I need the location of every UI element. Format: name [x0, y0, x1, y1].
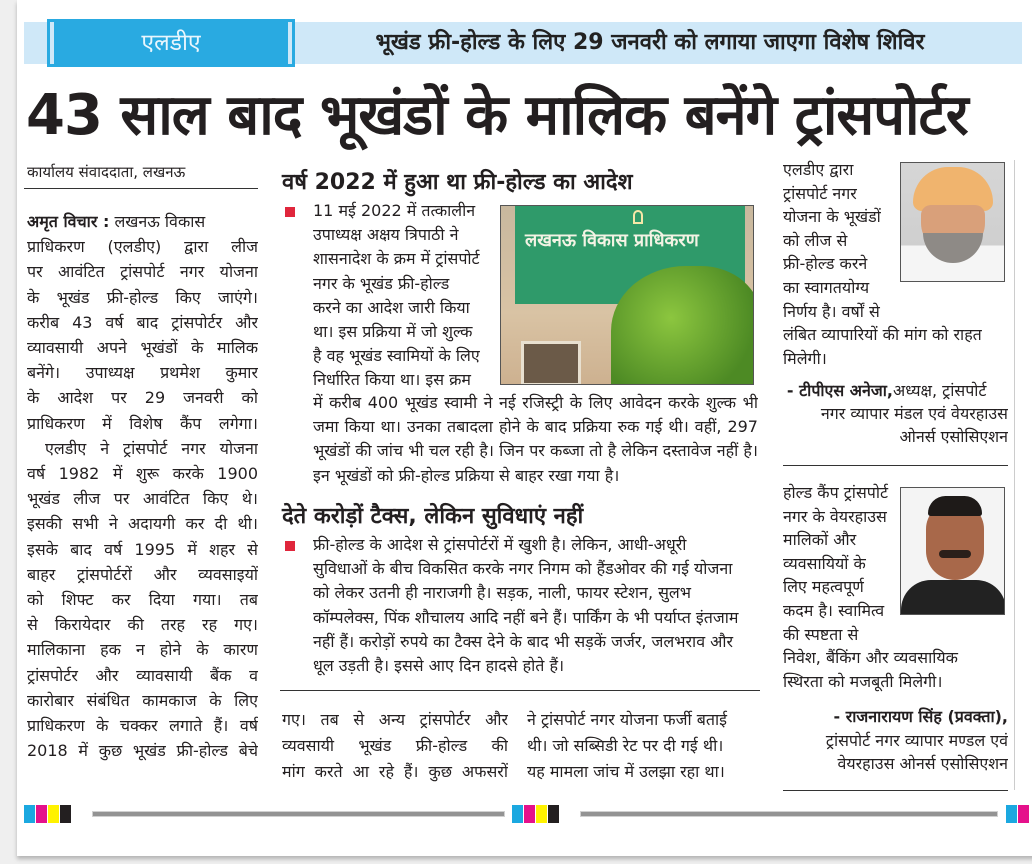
bullet-icon — [285, 207, 295, 217]
quote-line: निवेश, बैंकिंग और व्यवसायिक — [783, 648, 958, 668]
quote-attribution: वेयरहाउस ओनर्स एसोसिएशन — [837, 754, 1008, 773]
article-line: गए। तब से अन्य ट्रांसपोर्टर और — [282, 710, 508, 729]
article-line: के आदेश पर 29 जनवरी को — [27, 388, 258, 408]
article-line: एलडीए ने ट्रांसपोर्ट नगर योजना — [45, 438, 258, 458]
article-line: वर्ष 1982 में शुरू करके 1900 — [27, 464, 258, 483]
article-line: कारोबार संबंधित कामकाज के लिए — [27, 690, 258, 710]
tps-aneja-photo — [900, 162, 1005, 282]
quote-line: मिलेगी। — [783, 348, 827, 368]
article-text: लखनऊ विकास — [114, 212, 206, 231]
byline-rule — [24, 188, 258, 189]
dateline: अमृत विचार : — [27, 212, 110, 231]
lda-building-photo — [500, 205, 754, 385]
byline: कार्यालय संवाददाता, लखनऊ — [27, 163, 186, 181]
beard — [923, 233, 983, 263]
article-line — [27, 210, 258, 234]
box1-line: 11 मई 2022 में तत्कालीन — [313, 201, 476, 220]
registration-marks — [1006, 805, 1030, 827]
registration-marks — [24, 805, 72, 827]
article-line: प्राधिकरण के चक्कर लगाते हैं। वर्ष — [27, 716, 258, 735]
article-line: प्राधिकरण में विशेष कैंप लगेगा। — [27, 413, 258, 433]
quote-line: स्थिरता को मजबूती मिलेगी। — [783, 671, 943, 691]
box1-line: इन भूखंडों को फ्री-होल्ड प्रक्रिया से बाहर रखा गया है। — [313, 465, 620, 485]
article-line: व्यावसायी अपने भूखंडों के मालिक — [27, 338, 258, 357]
emblem-icon — [633, 210, 643, 224]
box2-line: कॉम्पलेक्स, पिंक शौचालय आदि नहीं बने हैं। पार्किंग के भी पर्याप्त इंतजाम — [313, 607, 739, 627]
article-line: प्राधिकरण (एलडीए) द्वारा लीज — [27, 237, 258, 257]
box1-title: वर्ष 2022 में हुआ था फ्री-होल्ड का आदेश — [282, 170, 633, 195]
quote-name: - राजनारायण सिंह (प्रवक्ता), — [833, 707, 1008, 726]
section-tag: एलडीए — [50, 22, 292, 64]
article-line: व्यवसायी भूखंड फ्री-होल्ड की — [282, 736, 508, 755]
quote-divider — [783, 465, 1008, 466]
section-divider — [280, 690, 760, 691]
article-line: को शिफ्ट कर दिया गया। तब — [27, 590, 258, 609]
box2-line: फ्री-होल्ड के आदेश से ट्रांसपोर्टरों में खुशी है। लेकिन, आधी-अधूरी — [313, 535, 687, 554]
box1-line: नगर के भूखंड फ्री-होल्ड — [313, 273, 450, 293]
box1-line: था। इस प्रक्रिया में जो शुल्क — [313, 322, 473, 341]
quote-line: फ्री-होल्ड करने — [783, 254, 868, 274]
article-line: ने ट्रांसपोर्ट नगर योजना फर्जी बताई — [527, 710, 727, 729]
quote-name: - टीपीएस अनेजा, — [786, 381, 893, 400]
box2-line: को लेकर उतनी ही नाराजगी है। सड़क, नाली, फायर स्टेशन, सुलभ — [313, 583, 692, 603]
article-line: मांग करते आ रहे हैं। कुछ अफसरों — [282, 762, 508, 781]
box2-line: धूल उड़ती है। इससे आए दिन हादसे होते हैं। — [313, 656, 565, 675]
tree — [611, 266, 754, 385]
article-line: यह मामला जांच में उलझा रहा था। — [527, 762, 725, 781]
quote-line: व्यवसायियों के — [783, 553, 866, 573]
box2-line: सुविधाओं के बीच विकसित करके नगर निगम को हैंडओवर की गई योजना — [313, 559, 733, 579]
shirt — [901, 580, 1005, 615]
box1-line: जमा किया था। उनका तबादला होने के बाद प्रक्रिया रुक गई थी। वहीं, 297 — [313, 417, 758, 437]
article-line: इसके बाद वर्ष 1995 में शहर से — [27, 539, 258, 559]
quote-line: ट्रांसपोर्ट नगर — [783, 183, 857, 203]
rajnarayan-singh-photo — [900, 487, 1005, 615]
quote-line: को लीज से — [783, 230, 848, 250]
quote-line: लिए महत्वपूर्ण — [783, 577, 864, 597]
bullet-icon — [285, 541, 295, 551]
article-line: ट्रांसपोर्टर और व्यावसायी बैंक व — [27, 665, 258, 685]
box1-line: भूखंडों की जांच भी चल रही है। जिन पर कब्जा तो है लेकिन दस्तावेज नहीं है। — [313, 441, 758, 461]
article-line: भूखंड लीज पर आवंटित किए थे। — [27, 489, 258, 509]
signboard-text: लखनऊ विकास प्राधिकरण — [525, 230, 699, 251]
article-line: बाहर ट्रांसपोर्टरों और व्यवसाइयों — [27, 564, 258, 584]
quote-line: का स्वागतयोग्य — [783, 278, 870, 297]
article-line: 2018 में कुछ भूखंड फ्री-होल्ड बेचे — [27, 741, 258, 761]
quote-line: कदम है। स्वामित्व — [783, 601, 885, 620]
box1-line: है वह भूखंड स्वामियों के लिए — [313, 346, 480, 366]
column-edge — [1014, 160, 1015, 790]
hair — [928, 496, 982, 516]
quote-line: होल्ड कैंप ट्रांसपोर्ट — [783, 483, 889, 502]
quote-attribution: नगर व्यापार मंडल एवं वेयरहाउस — [820, 404, 1008, 423]
article-line: मालिकाना हक न होने के कारण — [27, 640, 258, 660]
box1-line: शासनादेश के क्रम में ट्रांसपोर्ट — [313, 249, 480, 269]
box2-line: नहीं हैं। करोड़ों रुपये का टैक्स देने के बाद भी सड़कें जर्जर, जलभराव और — [313, 631, 734, 651]
article-line: इसकी सभी ने अदायगी कर दी थी। — [27, 514, 258, 534]
box1-line: उपाध्यक्ष अक्षय त्रिपाठी ने — [313, 225, 459, 245]
box1-line: में करीब 400 भूखंड स्वामी ने नई रजिस्ट्री के लिए आवेदन करके शुल्क भी — [313, 393, 758, 412]
registration-bar — [92, 811, 505, 817]
quote-line: नगर के वेयरहाउस — [783, 506, 887, 526]
quote-line: की स्पष्टता से — [783, 624, 859, 644]
box1-line: निर्धारित किया था। इस क्रम — [313, 370, 471, 390]
quote-line: एलडीए द्वारा — [783, 160, 854, 179]
article-line: से किरायेदार की तरह रह गए। — [27, 615, 258, 635]
box1-line: करने का आदेश जारी किया — [313, 297, 470, 317]
box2-title: देते करोड़ों टैक्स, लेकिन सुविधाएं नहीं — [282, 504, 584, 529]
quote-attribution: ट्रांसपोर्ट नगर व्यापार मण्डल एवं — [825, 731, 1008, 750]
mustache — [939, 550, 971, 558]
quote-line: निर्णय है। वर्षों से — [783, 301, 880, 321]
kicker-text: भूखंड फ्री-होल्ड के लिए 29 जनवरी को लगाया जाएगा विशेष शिविर — [375, 30, 925, 55]
article-line: बनेंगे। उपाध्यक्ष प्रथमेश कुमार — [27, 363, 258, 383]
registration-bar — [580, 811, 998, 817]
quote-line: योजना के भूखंडों — [783, 207, 881, 227]
quote-attribution: अध्यक्ष, ट्रांसपोर्ट — [893, 381, 987, 400]
quote-line: मालिकों और — [783, 530, 857, 550]
article-line: करीब 43 वर्ष बाद ट्रांसपोर्टर और — [27, 312, 258, 332]
quote-attribution: ओनर्स एसोसिएशन — [899, 427, 1008, 446]
quote-line: लंबित व्यापारियों की मांग को राहत — [783, 325, 982, 345]
article-line: पर आवंटित ट्रांसपोर्ट नगर योजना — [27, 262, 258, 282]
registration-marks — [512, 805, 560, 827]
article-line: के भूखंड फ्री-होल्ड किए जाएंगे। — [27, 287, 258, 307]
window — [521, 341, 581, 385]
quote-divider — [783, 790, 1008, 791]
article-line: थी। जो सब्सिडी रेट पर दी गई थी। — [527, 736, 724, 755]
headline: 43 साल बाद भूखंडों के मालिक बनेंगे ट्रांसपोर्टर — [26, 83, 968, 148]
